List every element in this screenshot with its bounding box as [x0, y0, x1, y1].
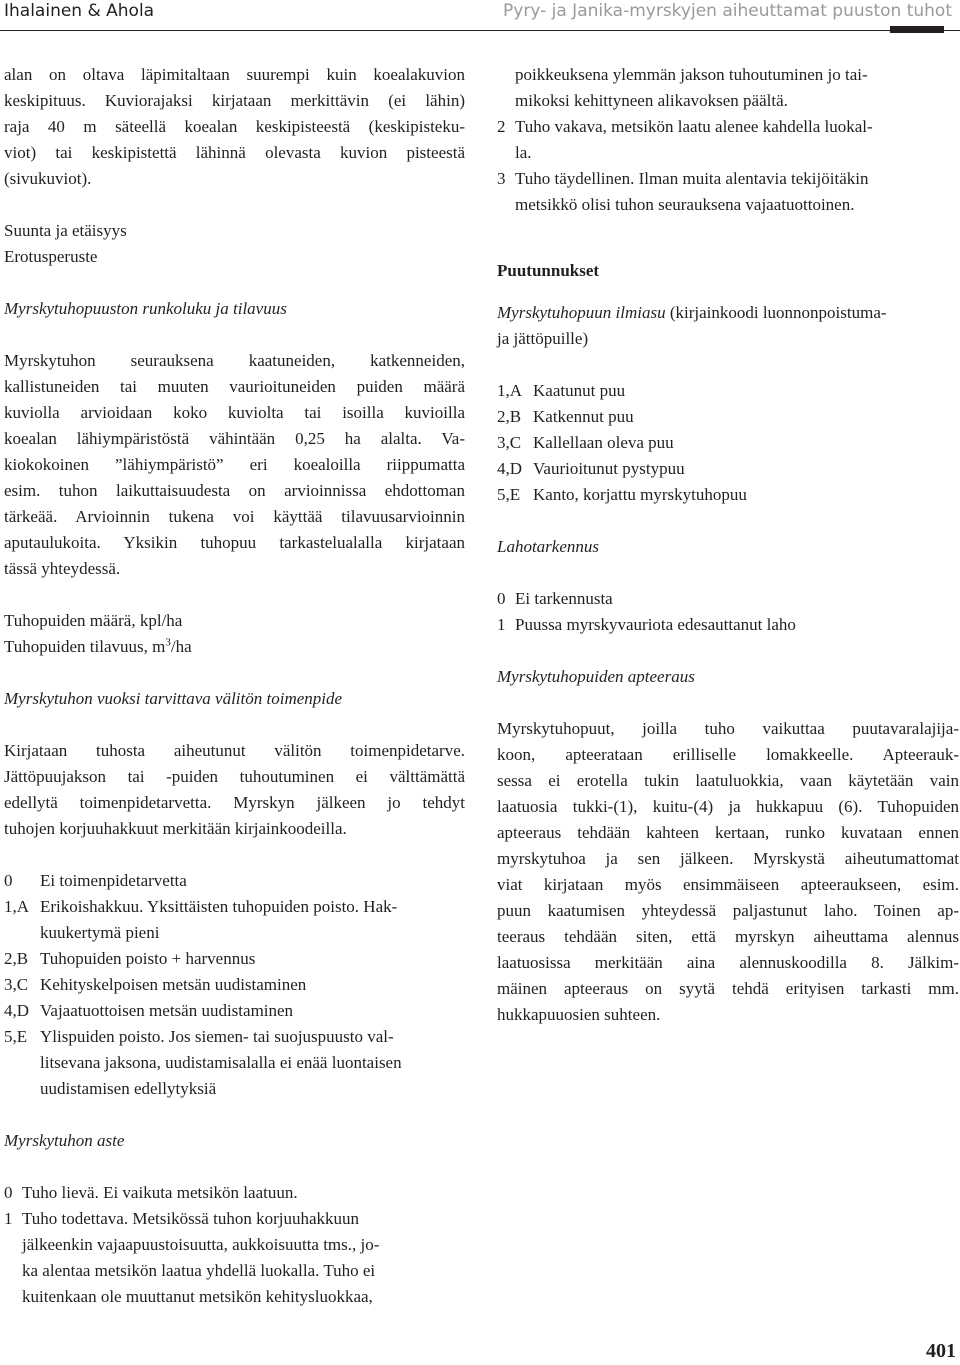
intro-line: viot) tai keskipistettä lähinnä olevasta kuvion pisteestä [4, 143, 465, 162]
measure-item: 3,C Kehityskelpoisen metsän uudistaminen [4, 975, 307, 994]
right-column [497, 62, 959, 1028]
volume-label: Tuhopuiden tilavuus, $m^3/ha$ [4, 636, 192, 656]
section-title-tree: Puutunnukset [497, 261, 600, 280]
intro-line: (sivukuviot). [4, 169, 92, 188]
body-line: Jättöpuujakson tai -puiden tuhoutuminen ei välttämättä [4, 767, 465, 786]
body-line: koealan lähiympäristöstä vähintään 0,25 ha alalta. Va- [4, 429, 465, 448]
section-title-decay: Lahotarkennus [497, 537, 599, 556]
section-title-degree: Myrskytuhon aste [4, 1131, 125, 1150]
volume-superscript: 3 [165, 636, 171, 649]
body-line: tärkeää. Arvioinnin tukena voi käyttää tilavuusarvioinnin [4, 507, 465, 526]
body-line: mikoksi kehittyneen alikavoksen päältä. [515, 91, 788, 110]
page-number: 401 [926, 1340, 956, 1362]
measure-item: 2,B Tuhopuiden poisto + harvennus [4, 949, 256, 968]
body-line: hukkapuuosien suhteen. [497, 1005, 661, 1024]
direction-label: Suunta ja etäisyys [4, 221, 127, 240]
body-line: esim. tuhon laikuttaisuudesta on arvioinnissa ehdottoman [4, 481, 465, 500]
section-title-bucking: Myrskytuhopuiden apteeraus [497, 667, 695, 686]
body-line: mäinen apteeraus on syytä tehdä erityisen tarkasti mm. [497, 979, 959, 998]
count-label: Tuhopuiden määrä, kpl/ha [4, 611, 183, 630]
body-line: kallistuneiden tai muuten vaurioituneiden puiden määrä [4, 377, 465, 396]
appearance-item: 3,C Kallellaan oleva puu [497, 433, 674, 452]
body-line: aputaulukoita. Yksikin tuhopuu tarkastelualalla kirjataan [4, 533, 465, 552]
measure-item: 0 Ei toimenpidetarvetta [4, 871, 187, 890]
appearance-item: 2,B Katkennut puu [497, 407, 634, 426]
body-line: viat kirjataan myös ensimmäiseen apteeraukseen, esim. [497, 875, 959, 894]
degree-item: 0 Tuho lievä. Ei vaikuta metsikön laatuun. [4, 1183, 298, 1202]
body-line: tuhojen korjuuhakkuut merkitään kirjainkoodeilla. [4, 819, 347, 838]
measure-item: 5,E Ylispuiden poisto. Jos siemen- tai suojuspuusto val- litsevana jaksona, uudistamisalalla ei enää luontaisen uudistamisen edellytyksiä [4, 1027, 402, 1098]
body-line: sessa ei erotella tukin laatuluokkia, vaan käytetään vain [497, 771, 959, 790]
header-title: Pyry- ja Janika-myrskyjen aiheuttamat puuston tuhot [503, 1, 952, 21]
running-header [0, 0, 960, 34]
degree-item: 1 Tuho todettava. Metsikössä tuhon korjuuhakkuun jälkeenkin vajaapuustoisuutta, aukkoisuutta tms., jo- ka alentaa metsikön laatua yhdellä luokalla. Tuho ei kuitenkaan ole muuttanut metsikön kehitysluokkaa, [4, 1209, 380, 1306]
body-line: teeraus tehdään siten, että myrskyn aiheuttama alennus [497, 927, 959, 946]
decay-item: 0 Ei tarkennusta [497, 589, 613, 608]
separation-label: Erotusperuste [4, 247, 98, 266]
body-line: koon, apteerataan erilliselle lomakkeelle. Apteerauk- [497, 745, 959, 764]
left-column [4, 62, 465, 1310]
intro-line: alan on oltava läpimitaltaan suurempi kuin koealakuvion [4, 65, 465, 84]
body-line: laatuosia tukki-(1), kuitu-(4) ja hukkapuu (6). Tuhopuiden [497, 797, 959, 816]
header-authors: Ihalainen & Ahola [4, 1, 155, 21]
body-line: poikkeuksena ylemmän jakson tuhoutuminen jo tai- [515, 65, 868, 84]
decay-item: 1 Puussa myrskyvauriota edesauttanut laho [497, 615, 796, 634]
body-line: puun kaatumisen yhteydessä paljastunut laho. Toinen ap- [497, 901, 959, 920]
body-line: kiokokoinen ”lähiympäristö” eri koealoilla riippumatta [4, 455, 465, 474]
intro-line: raja 40 m säteellä koealan keskipisteestä (keskipisteku- [4, 117, 465, 136]
header-bar [890, 26, 944, 33]
appearance-heading: Myrskytuhopuun ilmiasu (kirjainkoodi luonnonpoistuma- ja jättöpuille) [497, 303, 887, 348]
appearance-item: 1,A Kaatunut puu [497, 381, 626, 400]
body-line: Myrskytuhopuut, joilla tuho vaikuttaa puutavaralajija- [497, 719, 959, 738]
degree-item: 2 Tuho vakava, metsikön laatu alenee kahdella luokal- la. [497, 117, 873, 162]
body-line: Myrskytuhon seurauksena kaatuneiden, katkenneiden, [4, 351, 465, 370]
body-line: laatuosissa merkitään aina alennuskoodilla 8. Jälkim- [497, 953, 959, 972]
degree-item: 3 Tuho täydellinen. Ilman muita alentavia tekijöitäkin metsikkö olisi tuhon seurauksena vajaatuottoinen. [497, 169, 869, 214]
body-line: myrskytuhoa ja sen jälkeen. Myrskystä aiheutumattomat [497, 849, 959, 868]
appearance-item: 4,D Vaurioitunut pystypuu [497, 459, 685, 478]
body-line: Kirjataan tuhosta aiheutunut välitön toimenpidetarve. [4, 741, 465, 760]
section-title-measure: Myrskytuhon vuoksi tarvittava välitön toimenpide [4, 689, 343, 708]
section-title-stems-volume: Myrskytuhopuuston runkoluku ja tilavuus [4, 299, 287, 318]
measure-item: 1,A Erikoishakkuu. Yksittäisten tuhopuiden poisto. Hak- kuukertymä pieni [4, 897, 398, 942]
intro-line: keskipituus. Kuviorajaksi kirjataan merkittävin (ei lähin) [4, 91, 465, 110]
body-line: edellytä toimenpidetarvetta. Myrskyn jälkeen jo tehdyt [4, 793, 465, 812]
body-line: tässä yhteydessä. [4, 559, 121, 578]
appearance-item: 5,E Kanto, korjattu myrskytuhopuu [497, 485, 747, 504]
header-rule [0, 30, 960, 31]
body-line: apteeraus tehdään kahteen kertaan, runko kuvataan ennen [497, 823, 959, 842]
body-line: kuviolla arvioidaan koko kuviolta tai isoilla kuvioilla [4, 403, 465, 422]
measure-item: 4,D Vajaatuottoisen metsän uudistaminen [4, 1001, 294, 1020]
